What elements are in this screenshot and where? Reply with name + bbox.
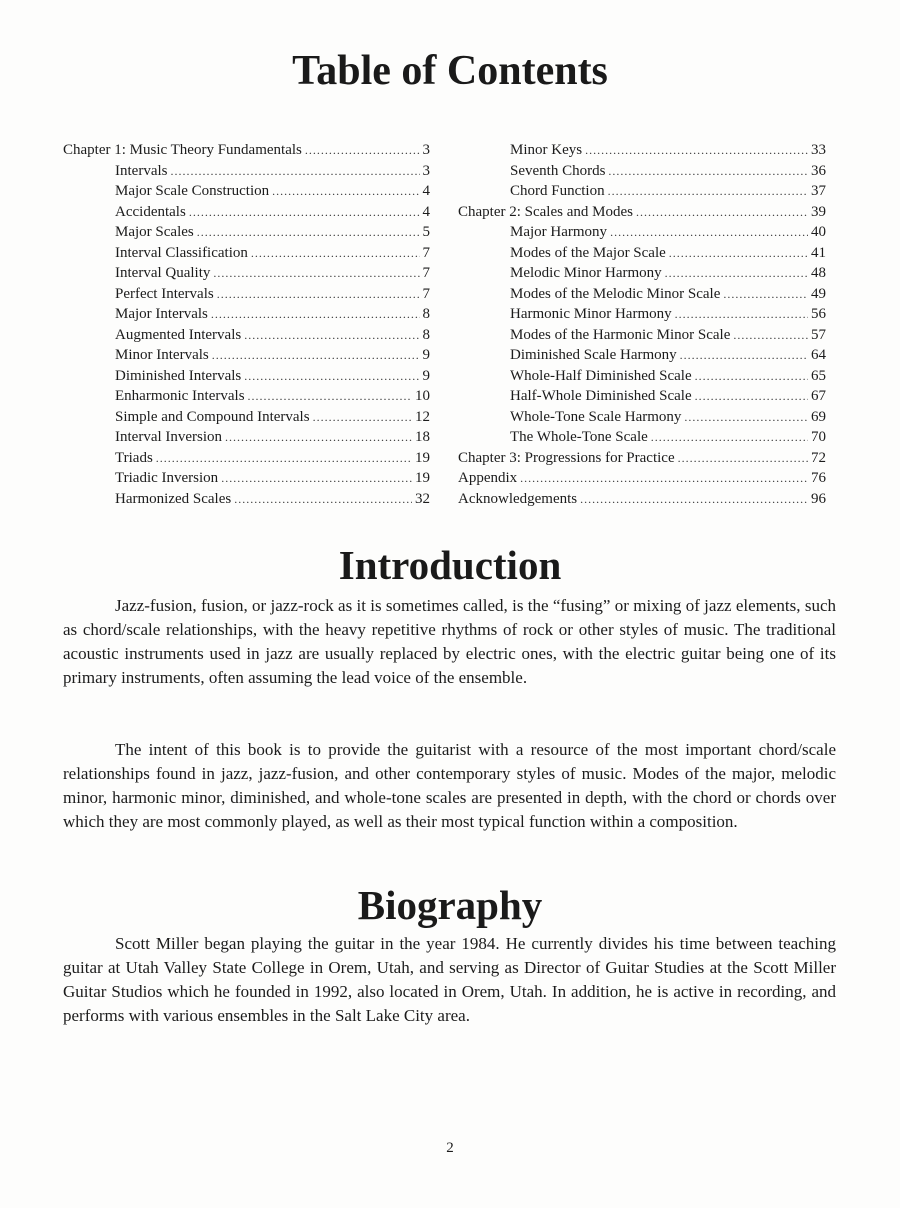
toc-entry[interactable] — [458, 325, 826, 346]
toc-dot-leader — [313, 407, 412, 428]
toc-dot-leader — [251, 243, 420, 264]
toc-entry-label: Harmonized Scales — [115, 490, 232, 507]
toc-entry[interactable] — [63, 202, 430, 223]
toc-entry-label: Simple and Compound Intervals — [115, 408, 310, 425]
toc-dot-leader — [225, 427, 412, 448]
toc-entry-page: 9 — [422, 347, 430, 363]
toc-entry-label: Interval Inversion — [115, 429, 223, 445]
toc-dot-leader — [636, 202, 808, 223]
toc-entry-page: 18 — [415, 429, 430, 445]
toc-entry[interactable] — [63, 345, 430, 366]
page-number: 2 — [446, 1140, 454, 1156]
toc-entry-label: Modes of the Melodic Minor Scale — [510, 285, 721, 302]
toc-entry-label: Melodic Minor Harmony — [510, 265, 662, 281]
toc-dot-leader — [305, 140, 420, 161]
toc-dot-leader — [221, 468, 412, 489]
toc-entry[interactable] — [458, 284, 826, 305]
toc-entry-page: 12 — [415, 408, 430, 425]
toc-entry-label: Major Intervals — [115, 306, 208, 322]
toc-entry-page: 69 — [811, 408, 826, 425]
toc-entry[interactable] — [458, 407, 826, 428]
toc-dot-leader — [695, 386, 808, 407]
toc-entry-label: Major Scales — [115, 224, 194, 240]
toc-entry-label: Interval Quality — [115, 265, 211, 281]
toc-entry[interactable] — [63, 448, 430, 469]
toc-entry-page: 49 — [811, 285, 826, 302]
toc-entry-label: Triadic Inversion — [115, 470, 219, 486]
toc-entry-page: 7 — [422, 285, 430, 302]
toc-entry-page: 64 — [811, 347, 826, 363]
toc-entry[interactable] — [63, 366, 430, 387]
toc-entry[interactable] — [63, 304, 430, 325]
toc-entry[interactable] — [458, 304, 826, 325]
toc-dot-leader — [248, 386, 412, 407]
toc-entry[interactable] — [63, 386, 430, 407]
toc-dot-leader — [665, 263, 808, 284]
toc-dot-leader — [213, 263, 419, 284]
toc-dot-leader — [520, 468, 808, 489]
toc-dot-leader — [211, 304, 420, 325]
toc-entry[interactable] — [63, 468, 430, 489]
toc-entry-page: 39 — [811, 203, 826, 220]
toc-entry[interactable] — [63, 140, 430, 161]
toc-entry-label: Augmented Intervals — [115, 326, 242, 343]
toc-entry-page: 7 — [422, 244, 430, 261]
toc-dot-leader — [197, 222, 420, 243]
toc-entry-page: 72 — [811, 449, 826, 466]
toc-right-column — [458, 140, 826, 509]
toc-entry-page: 36 — [811, 162, 826, 179]
toc-entry-label: Major Scale Construction — [115, 183, 270, 199]
toc-entry-label: Chapter 2: Scales and Modes — [458, 203, 633, 220]
introduction-paragraph-2: The intent of this book is to provide the guitarist with a resource of the most important chord/scale relationships found in jazz, jazz-fusion, and other contemporary styles of music. Modes of the major, melodic minor, harmonic minor, diminished, and whole-tone scales are presented in depth, with the chord or chords over which they are most commonly played, as well as their most typical function within a composition. — [63, 740, 836, 831]
toc-dot-leader — [585, 140, 808, 161]
biography-title: Biography — [357, 882, 543, 928]
toc-entry[interactable] — [63, 284, 430, 305]
biography-paragraph: Scott Miller began playing the guitar in the year 1984. He currently divides his time between teaching guitar at Utah Valley State College in Orem, Utah, and serving as Director of Guitar Studies at the Scott Miller Guitar Studios which he founded in 1992, also located in Orem, Utah. In addition, he is active in recording, and performs with various ensembles in the Salt Lake City area. — [63, 934, 836, 1025]
toc-dot-leader — [608, 181, 808, 202]
toc-entry[interactable] — [458, 140, 826, 161]
toc-entry[interactable] — [458, 489, 826, 510]
toc-entry-label: Enharmonic Intervals — [115, 388, 245, 404]
toc-entry-page: 67 — [811, 388, 826, 404]
toc-dot-leader — [723, 284, 808, 305]
toc-entry[interactable] — [458, 263, 826, 284]
toc-dot-leader — [244, 366, 419, 387]
toc-entry-page: 7 — [422, 265, 430, 281]
toc-dot-leader — [610, 222, 808, 243]
toc-entry[interactable] — [458, 366, 826, 387]
toc-entry-label: Minor Intervals — [115, 347, 209, 363]
toc-entry-page: 48 — [811, 265, 826, 281]
toc-entry-page: 10 — [415, 388, 430, 404]
toc-dot-leader — [684, 407, 808, 428]
toc-entry-page: 19 — [415, 470, 430, 486]
toc-entry[interactable] — [458, 345, 826, 366]
toc-entry-label: Triads — [115, 449, 153, 466]
toc-entry-label: Diminished Intervals — [115, 367, 242, 384]
toc-entry-label: Harmonic Minor Harmony — [510, 306, 672, 322]
toc-entry[interactable] — [63, 427, 430, 448]
toc-entry-label: Chord Function — [510, 183, 605, 199]
toc-entry[interactable] — [458, 222, 826, 243]
toc-title: Table of Contents — [292, 48, 608, 94]
toc-entry-page: 8 — [422, 306, 430, 322]
toc-entry-page: 96 — [811, 490, 826, 507]
toc-entry[interactable] — [63, 325, 430, 346]
toc-entry-label: Intervals — [115, 162, 168, 179]
toc-entry-label: Modes of the Major Scale — [510, 244, 666, 261]
toc-entry[interactable] — [63, 161, 430, 182]
toc-dot-leader — [651, 427, 808, 448]
toc-dot-leader — [244, 325, 419, 346]
toc-entry[interactable] — [458, 427, 826, 448]
toc-entry-page: 37 — [811, 183, 826, 199]
toc-entry-label: Acknowledgements — [458, 490, 578, 507]
toc-entry-page: 19 — [415, 449, 430, 466]
toc-entry[interactable] — [63, 263, 430, 284]
toc-entry-label: Minor Keys — [510, 142, 583, 158]
toc-dot-leader — [234, 489, 412, 510]
toc-entry-page: 56 — [811, 306, 826, 322]
toc-entry[interactable] — [63, 243, 430, 264]
introduction-title: Introduction — [338, 542, 562, 588]
toc-dot-leader — [695, 366, 808, 387]
toc-entry[interactable] — [63, 407, 430, 428]
toc-entry-page: 76 — [811, 470, 826, 486]
toc-dot-leader — [580, 489, 808, 510]
toc-dot-leader — [608, 161, 808, 182]
toc-dot-leader — [733, 325, 808, 346]
toc-entry-label: Chapter 1: Music Theory Fundamentals — [63, 142, 302, 158]
toc-entry[interactable] — [458, 181, 826, 202]
toc-dot-leader — [675, 304, 808, 325]
toc-dot-leader — [212, 345, 420, 366]
toc-dot-leader — [669, 243, 808, 264]
toc-entry-label: Perfect Intervals — [115, 285, 214, 302]
toc-entry-label: Accidentals — [115, 203, 186, 220]
toc-entry-page: 41 — [811, 244, 826, 261]
toc-dot-leader — [189, 202, 420, 223]
toc-dot-leader — [156, 448, 412, 469]
toc-entry-page: 3 — [422, 162, 430, 179]
toc-entry-page: 40 — [811, 224, 826, 240]
toc-dot-leader — [217, 284, 420, 305]
toc-entry-page: 33 — [811, 142, 826, 158]
toc-entry[interactable] — [458, 202, 826, 223]
toc-entry[interactable] — [63, 181, 430, 202]
toc-entry-page: 3 — [422, 142, 430, 158]
toc-entry-label: Whole-Half Diminished Scale — [510, 367, 692, 384]
toc-entry-page: 4 — [422, 183, 430, 199]
toc-dot-leader — [678, 448, 808, 469]
toc-entry-label: Appendix — [458, 470, 518, 486]
toc-dot-leader — [680, 345, 808, 366]
toc-entry-label: Whole-Tone Scale Harmony — [510, 408, 682, 425]
toc-entry-page: 4 — [422, 203, 430, 220]
toc-entry-label: Modes of the Harmonic Minor Scale — [510, 326, 731, 343]
toc-entry-page: 70 — [811, 429, 826, 445]
toc-entry[interactable] — [458, 468, 826, 489]
toc-entry[interactable] — [458, 243, 826, 264]
toc-dot-leader — [170, 161, 419, 182]
toc-entry-label: Half-Whole Diminished Scale — [510, 388, 692, 404]
toc-entry[interactable] — [63, 222, 430, 243]
toc-entry-label: Chapter 3: Progressions for Practice — [458, 449, 675, 466]
toc-dot-leader — [272, 181, 419, 202]
toc-entry[interactable] — [63, 489, 430, 510]
toc-entry-page: 9 — [422, 367, 430, 384]
toc-entry-page: 65 — [811, 367, 826, 384]
toc-entry-label: Major Harmony — [510, 224, 608, 240]
toc-entry-label: The Whole-Tone Scale — [510, 429, 648, 445]
toc-left-column — [63, 140, 430, 509]
toc-entry-page: 32 — [415, 490, 430, 507]
toc-entry[interactable] — [458, 448, 826, 469]
toc-entry-page: 8 — [422, 326, 430, 343]
toc-entry-page: 5 — [422, 224, 430, 240]
introduction-paragraph-1: Jazz-fusion, fusion, or jazz-rock as it is sometimes called, is the “fusing” or mixing of jazz elements, such as chord/scale relationships, with the heavy repetitive rhythms of rock or other styles of music. The traditional acoustic instruments used in jazz are usually replaced by electric ones, with the electric guitar being one of its primary instruments, often assuming the lead voice of the ensemble. — [63, 596, 836, 687]
toc-entry-label: Interval Classification — [115, 244, 248, 261]
toc-entry-label: Diminished Scale Harmony — [510, 347, 677, 363]
toc-entry[interactable] — [458, 161, 826, 182]
toc-entry-label: Seventh Chords — [510, 162, 606, 179]
toc-entry[interactable] — [458, 386, 826, 407]
toc-entry-page: 57 — [811, 326, 826, 343]
